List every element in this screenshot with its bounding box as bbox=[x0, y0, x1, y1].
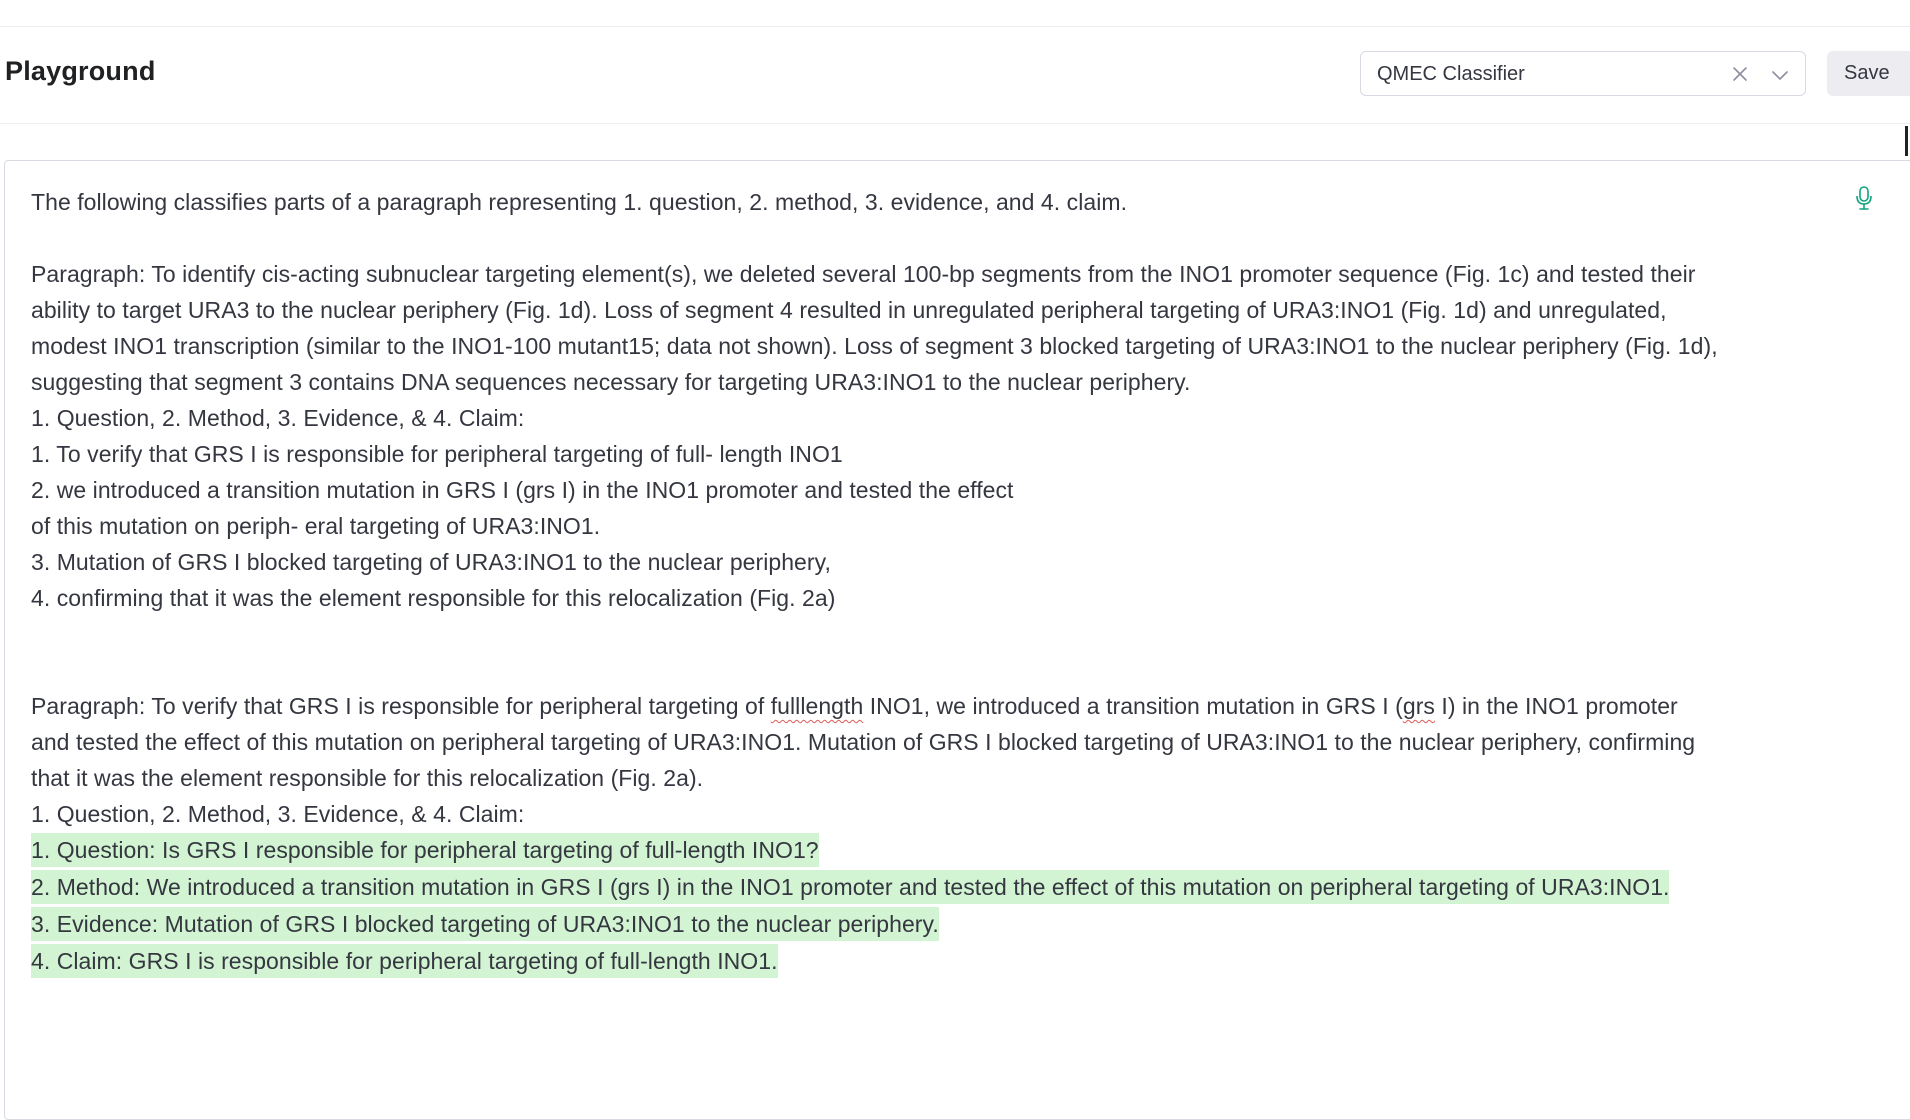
scrollbar-edge[interactable] bbox=[1905, 126, 1908, 156]
completion-highlight: 1. Question: Is GRS I responsible for peripheral targeting of full-length INO1? bbox=[31, 833, 819, 867]
query-paragraph-line: that it was the element responsible for this relocalization (Fig. 2a). bbox=[31, 765, 704, 791]
example-paragraph-line: modest INO1 transcription (similar to the INO1-100 mutant15; data not shown). Loss of segment 3 blocked targeting of URA3:INO1 to the nuclear periphery (Fig. 1d), bbox=[31, 333, 1718, 359]
query-text: INO1, we introduced a transition mutation in GRS I ( bbox=[863, 693, 1403, 719]
completion-highlight: 4. Claim: GRS I is responsible for peripheral targeting of full-length INO1. bbox=[31, 944, 778, 978]
page-title: Playground bbox=[5, 56, 156, 86]
query-text: I) in the INO1 promoter bbox=[1434, 693, 1678, 719]
completion-highlight: 2. Method: We introduced a transition mutation in GRS I (grs I) in the INO1 promoter and tested the effect of this mutation on peripheral targeting of URA3:INO1. bbox=[31, 870, 1669, 904]
example-answer-line: 4. confirming that it was the element responsible for this relocalization (Fig. 2a) bbox=[31, 585, 836, 611]
page-header bbox=[0, 27, 1910, 124]
example-answer-line: of this mutation on periph- eral targeting of URA3:INO1. bbox=[31, 513, 601, 539]
misspelled-word[interactable]: fulllength bbox=[770, 693, 864, 719]
preset-select[interactable] bbox=[1360, 51, 1806, 96]
example-answer-line: 3. Mutation of GRS I blocked targeting of URA3:INO1 to the nuclear periphery, bbox=[31, 549, 831, 575]
example-paragraph-line: suggesting that segment 3 contains DNA sequences necessary for targeting URA3:INO1 to the nuclear periphery. bbox=[31, 369, 1191, 395]
intro-line: The following classifies parts of a paragraph representing 1. question, 2. method, 3. evidence, and 4. claim. bbox=[31, 189, 1128, 215]
example-answer-line: 2. we introduced a transition mutation in GRS I (grs I) in the INO1 promoter and tested the effect bbox=[31, 477, 1014, 503]
query-prompt-label: 1. Question, 2. Method, 3. Evidence, & 4. Claim: bbox=[31, 801, 525, 827]
completion-line bbox=[31, 869, 1861, 906]
example-paragraph-line: ability to target URA3 to the nuclear periphery (Fig. 1d). Loss of segment 4 resulted in unregulated peripheral targeting of URA3:INO1 (Fig. 1d) and unregulated, bbox=[31, 297, 1667, 323]
prompt-editor[interactable] bbox=[4, 160, 1910, 1120]
completion-line bbox=[31, 943, 1861, 980]
save-button[interactable]: Save bbox=[1827, 51, 1910, 96]
query-paragraph-line: and tested the effect of this mutation on peripheral targeting of URA3:INO1. Mutation of GRS I blocked targeting of URA3:INO1 to the nuclear periphery, confirming bbox=[31, 729, 1696, 755]
misspelled-word[interactable]: grs bbox=[1402, 693, 1435, 719]
completion-line bbox=[31, 906, 1861, 943]
prompt-text bbox=[31, 184, 1861, 980]
top-strip bbox=[0, 0, 1910, 27]
chevron-down-icon[interactable] bbox=[1769, 64, 1791, 86]
close-icon[interactable] bbox=[1729, 63, 1751, 85]
preset-select-value: QMEC Classifier bbox=[1377, 63, 1525, 85]
query-paragraph-line bbox=[31, 688, 1861, 724]
query-text: Paragraph: To verify that GRS I is responsible for peripheral targeting of bbox=[31, 693, 771, 719]
example-answer-line: 1. To verify that GRS I is responsible for peripheral targeting of full- length INO1 bbox=[31, 441, 843, 467]
example-prompt-label: 1. Question, 2. Method, 3. Evidence, & 4. Claim: bbox=[31, 405, 525, 431]
completion-highlight: 3. Evidence: Mutation of GRS I blocked targeting of URA3:INO1 to the nuclear periphery. bbox=[31, 907, 939, 941]
example-paragraph-line: Paragraph: To identify cis-acting subnuclear targeting element(s), we deleted several 100-bp segments from the INO1 promoter sequence (Fig. 1c) and tested their bbox=[31, 261, 1696, 287]
completion-line bbox=[31, 832, 1861, 869]
